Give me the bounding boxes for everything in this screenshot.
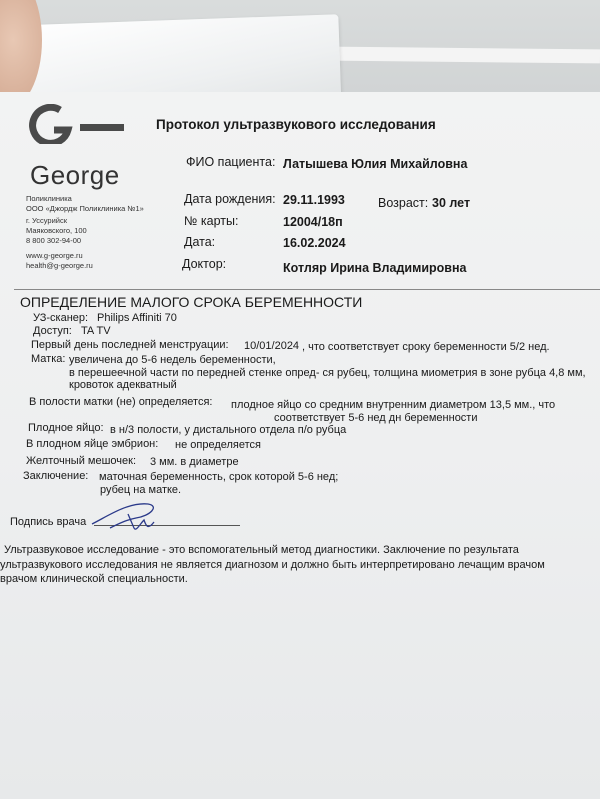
clinic-street: Маяковского, 100 (26, 226, 87, 235)
conclusion-line-2: рубец на матке. (100, 484, 182, 496)
access-label: Доступ: (33, 325, 72, 337)
age-label: Возраст: (378, 196, 429, 210)
access-value: TA TV (81, 325, 111, 337)
doctor-signature (88, 494, 168, 536)
disclaimer-line-2: ультразвукового исследования не является диагнозом и должно быть интерпретировано лечащим врачом (0, 559, 545, 571)
document-title: Протокол ультразвукового исследования (156, 117, 436, 132)
clinic-company: ООО «Джордж Поликлиника №1» (26, 204, 144, 213)
egg-value: в н/3 полости, у дистального отдела п/о рубца (110, 424, 347, 436)
conclusion-label: Заключение: (23, 470, 89, 482)
doctor-label: Доктор: (182, 257, 227, 271)
yolk-value: 3 мм. в диаметре (150, 456, 239, 468)
card-value: 12004/18п (283, 215, 343, 229)
embryo-value: не определяется (175, 439, 261, 451)
cavity-line-1: плодное яйцо со средним внутренним диаметром 13,5 мм., что (231, 399, 556, 411)
clinic-email: health@g-george.ru (26, 261, 93, 270)
clinic-city: г. Уссурийск (26, 216, 67, 225)
clinic-type: Поликлиника (26, 194, 72, 203)
cavity-label: В полости матки (не) определяется: (29, 396, 213, 408)
dob-value: 29.11.1993 (283, 193, 345, 207)
clinic-website: www.g-george.ru (26, 251, 83, 260)
lmp-value: 10/01/2024 (244, 340, 300, 352)
signature-label: Подпись врача (10, 516, 87, 528)
date-value: 16.02.2024 (283, 236, 346, 250)
uterus-line-2: в перешеечной части по передней стенке опред- ся рубец, толщина миометрия в зоне рубца 4,8 мм, (69, 367, 586, 379)
lmp-note: , что соответствует сроку беременности 5/2 нед. (302, 341, 550, 353)
disclaimer-line-1: Ультразвуковое исследование - это вспомогательный метод диагностики. Заключение по результата (4, 544, 519, 556)
dob-label: Дата рождения: (184, 192, 276, 206)
disclaimer-line-3: врачом клинической специальности. (0, 573, 188, 585)
uterus-label: Матка: (31, 353, 66, 365)
egg-label: Плодное яйцо: (28, 422, 104, 434)
clinic-phone: 8 800 302-94-00 (26, 236, 82, 245)
date-label: Дата: (184, 235, 216, 249)
scanner-label: УЗ-сканер: (33, 312, 89, 324)
yolk-label: Желточный мешочек: (26, 455, 136, 467)
cavity-line-2: соответствует 5-6 нед дн беременности (274, 412, 478, 424)
clinic-logo-mark (28, 104, 128, 144)
conclusion-line-1: маточная беременность, срок которой 5-6 нед; (99, 471, 339, 483)
embryo-label: В плодном яйце эмбрион: (26, 438, 159, 450)
uterus-line-1: увеличена до 5-6 недель беременности, (69, 354, 276, 366)
brand-name: George (30, 160, 120, 190)
patient-name-value: Латышева Юлия Михайловна (283, 157, 468, 171)
doctor-value: Котляр Ирина Владимировна (283, 261, 467, 275)
lmp-label: Первый день последней менструации: (31, 339, 229, 351)
card-label: № карты: (184, 214, 239, 228)
scanner-value: Philips Affiniti 70 (97, 312, 177, 324)
age-value: 30 лет (432, 196, 471, 210)
header-divider (14, 289, 600, 290)
background-paper-strip (330, 47, 600, 64)
section-title: ОПРЕДЕЛЕНИЕ МАЛОГО СРОКА БЕРЕМЕННОСТИ (20, 294, 363, 310)
uterus-line-3: кровоток адекватный (69, 379, 177, 391)
patient-name-label: ФИО пациента: (186, 155, 276, 169)
